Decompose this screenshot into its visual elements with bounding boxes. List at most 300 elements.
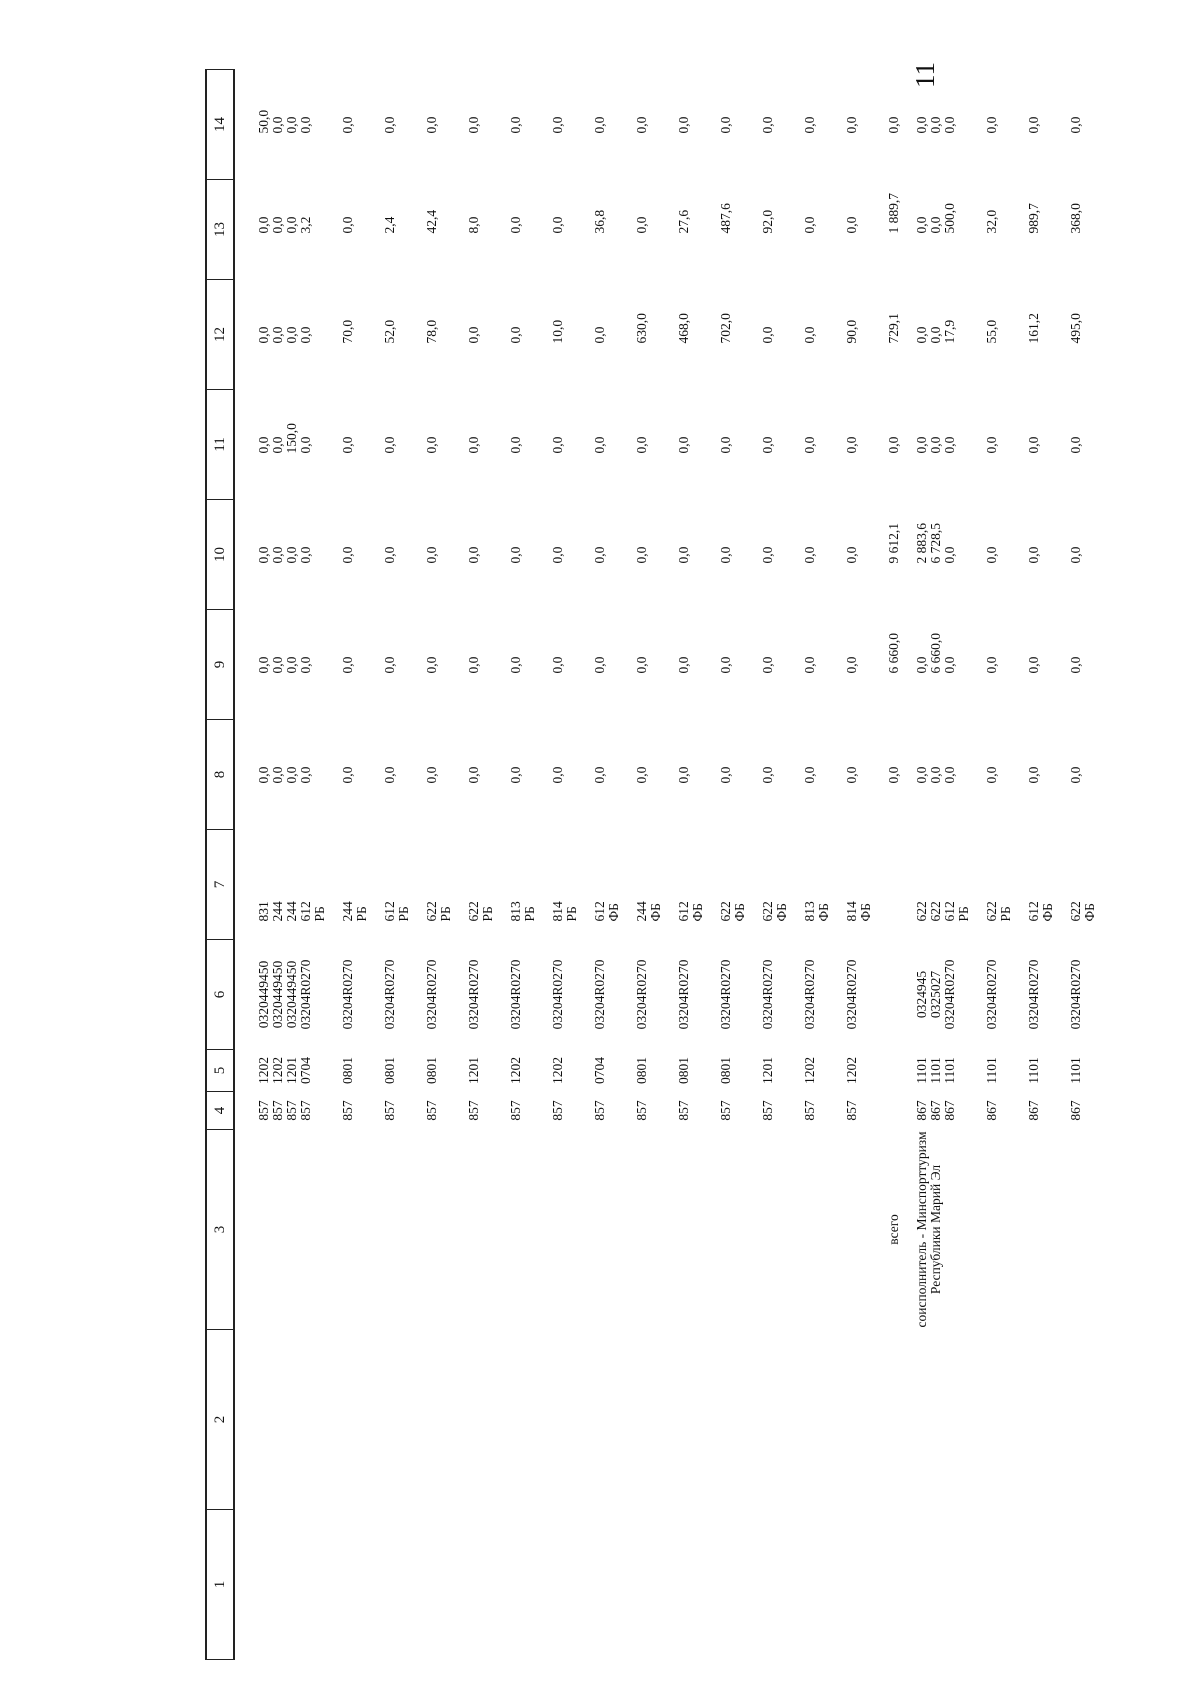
cell-col-7: 622 РБ <box>984 901 1013 922</box>
table-row <box>537 70 579 1660</box>
col-header-9: 9 <box>206 610 234 720</box>
cell-col-13: 0,0 0,0 0,0 3,2 <box>256 216 313 234</box>
cell-col-7: 612 ФБ <box>1026 901 1055 922</box>
cell-col-6: 03204R0270 <box>844 959 859 1030</box>
cell-col-4: 857 <box>466 1100 481 1121</box>
cell-col-6: 03204R0270 <box>592 959 607 1030</box>
col-header-3: 3 <box>206 1130 234 1330</box>
cell-col-8: 0,0 <box>508 766 523 784</box>
cell-col-7: 244 РБ <box>340 901 369 922</box>
cell-col-8: 0,0 <box>466 766 481 784</box>
cell-col-5: 0801 <box>424 1057 439 1084</box>
cell-col-9: 0,0 <box>592 656 607 674</box>
cell-col-11: 0,0 <box>592 436 607 454</box>
cell-col-10: 0,0 <box>424 546 439 564</box>
cell-col-6: 03204R0270 <box>466 959 481 1030</box>
cell-col-10: 0,0 <box>1068 546 1083 564</box>
rotated-table-container <box>205 70 1097 1660</box>
cell-col-12: 0,0 0,0 0,0 0,0 <box>256 326 313 344</box>
cell-col-3 <box>971 1130 1013 1330</box>
cell-col-7: 813 РБ <box>508 901 537 922</box>
cell-col-5: 1201 <box>760 1057 775 1084</box>
cell-col-9: 0,0 <box>550 656 565 674</box>
cell-col-14: 0,0 <box>340 116 355 134</box>
cell-col-1 <box>369 1510 411 1660</box>
col-header-7: 7 <box>206 830 234 940</box>
cell-col-11: 0,0 <box>508 436 523 454</box>
cell-col-6: 03204R0270 <box>424 959 439 1030</box>
cell-col-6: 03204R0270 <box>1068 959 1083 1030</box>
cell-col-14: 0,0 <box>508 116 523 134</box>
cell-col-13: 92,0 <box>760 209 775 234</box>
cell-col-12: 52,0 <box>382 319 397 344</box>
cell-col-4: 857 <box>676 1100 691 1121</box>
cell-col-5: 1101 <box>1068 1057 1083 1084</box>
cell-col-6: 03204R0270 <box>382 959 397 1030</box>
cell-col-3 <box>1055 1130 1097 1330</box>
cell-col-8: 0,0 0,0 0,0 0,0 <box>256 766 313 784</box>
cell-col-3 <box>663 1130 705 1330</box>
col-header-2: 2 <box>206 1330 234 1510</box>
table-row <box>873 70 901 1660</box>
cell-col-14: 0,0 <box>1068 116 1083 134</box>
table-row <box>705 70 747 1660</box>
cell-col-8: 0,0 <box>676 766 691 784</box>
cell-col-7: 814 РБ <box>550 901 579 922</box>
cell-col-11: 0,0 <box>886 436 901 454</box>
cell-col-2 <box>971 1330 1013 1510</box>
cell-col-11: 0,0 <box>340 436 355 454</box>
cell-col-4: 857 <box>424 1100 439 1121</box>
cell-col-8: 0,0 <box>1068 766 1083 784</box>
cell-col-2 <box>901 1330 971 1510</box>
cell-col-10: 0,0 <box>718 546 733 564</box>
cell-col-11: 0,0 <box>466 436 481 454</box>
table-row <box>327 70 369 1660</box>
cell-col-13: 42,4 <box>424 209 439 234</box>
cell-col-11: 0,0 <box>984 436 999 454</box>
table-row <box>453 70 495 1660</box>
cell-col-9: 0,0 <box>508 656 523 674</box>
cell-col-13: 32,0 <box>984 209 999 234</box>
cell-col-7: 622 ФБ <box>718 901 747 922</box>
cell-col-14: 0,0 <box>760 116 775 134</box>
cell-col-9: 0,0 <box>634 656 649 674</box>
table-row <box>369 70 411 1660</box>
cell-col-7: 622 ФБ <box>760 901 789 922</box>
col-header-4: 4 <box>206 1092 234 1130</box>
cell-col-2 <box>1055 1330 1097 1510</box>
cell-col-10: 0,0 <box>676 546 691 564</box>
table-row <box>901 70 971 1660</box>
cell-col-8: 0,0 <box>592 766 607 784</box>
cell-col-8: 0,0 0,0 0,0 <box>914 766 957 784</box>
cell-col-3 <box>579 1130 621 1330</box>
cell-col-3 <box>453 1130 495 1330</box>
cell-col-4 <box>873 1092 901 1130</box>
cell-col-9: 0,0 <box>844 656 859 674</box>
cell-col-8: 0,0 <box>802 766 817 784</box>
cell-col-2 <box>234 1330 327 1510</box>
cell-col-13: 2,4 <box>382 216 397 234</box>
col-header-5: 5 <box>206 1050 234 1092</box>
cell-col-12: 161,2 <box>1026 313 1041 344</box>
cell-col-14: 0,0 <box>718 116 733 134</box>
cell-col-6: 0320449450 0320449450 0320449450 03204R0270 <box>256 959 313 1030</box>
cell-col-4: 857 <box>634 1100 649 1121</box>
cell-col-9: 0,0 <box>1068 656 1083 674</box>
cell-col-9: 0,0 <box>1026 656 1041 674</box>
table-row <box>831 70 873 1660</box>
cell-col-6: 03204R0270 <box>1026 959 1041 1030</box>
cell-col-2 <box>621 1330 663 1510</box>
cell-col-4: 857 <box>592 1100 607 1121</box>
table-row <box>1013 70 1055 1660</box>
cell-col-12: 0,0 <box>508 326 523 344</box>
cell-col-11: 0,0 <box>424 436 439 454</box>
cell-col-5: 0801 <box>718 1057 733 1084</box>
cell-col-5: 1202 <box>550 1057 565 1084</box>
cell-col-14: 0,0 <box>592 116 607 134</box>
cell-col-7: 813 ФБ <box>802 901 831 922</box>
cell-col-7: 612 ФБ <box>676 901 705 922</box>
cell-col-2 <box>873 1330 901 1510</box>
cell-col-6 <box>873 940 901 1050</box>
cell-col-7: 622 622 612 РБ <box>914 901 971 922</box>
cell-col-7: 814 ФБ <box>844 901 873 922</box>
cell-col-4: 857 <box>340 1100 355 1121</box>
cell-col-12: 729,1 <box>886 313 901 344</box>
cell-col-2 <box>1013 1330 1055 1510</box>
cell-col-8: 0,0 <box>634 766 649 784</box>
cell-col-7: 622 РБ <box>466 901 495 922</box>
cell-col-3 <box>495 1130 537 1330</box>
cell-col-3 <box>831 1130 873 1330</box>
cell-col-1 <box>453 1510 495 1660</box>
cell-col-11: 0,0 0,0 0,0 <box>914 436 957 454</box>
cell-col-9: 0,0 <box>760 656 775 674</box>
col-header-11: 11 <box>206 390 234 500</box>
cell-col-2 <box>327 1330 369 1510</box>
cell-col-1 <box>971 1510 1013 1660</box>
table-row <box>495 70 537 1660</box>
cell-col-2 <box>831 1330 873 1510</box>
cell-col-8: 0,0 <box>844 766 859 784</box>
cell-col-7: 612 РБ <box>382 901 411 922</box>
cell-col-1 <box>747 1510 789 1660</box>
cell-col-14: 0,0 <box>466 116 481 134</box>
cell-col-12: 468,0 <box>676 313 691 344</box>
cell-col-2 <box>789 1330 831 1510</box>
cell-col-5: 1202 1202 1201 0704 <box>256 1057 313 1084</box>
cell-col-13: 1 889,7 <box>886 193 901 234</box>
cell-col-13: 0,0 0,0 500,0 <box>914 203 957 234</box>
cell-col-11: 0,0 <box>802 436 817 454</box>
cell-col-9: 0,0 <box>466 656 481 674</box>
cell-col-3 <box>747 1130 789 1330</box>
cell-col-8: 0,0 <box>424 766 439 784</box>
table-row <box>789 70 831 1660</box>
cell-col-9: 0,0 <box>340 656 355 674</box>
table-row <box>579 70 621 1660</box>
table-row <box>747 70 789 1660</box>
cell-col-9: 0,0 <box>718 656 733 674</box>
cell-col-6: 03204R0270 <box>508 959 523 1030</box>
cell-col-13: 368,0 <box>1068 203 1083 234</box>
cell-col-1 <box>705 1510 747 1660</box>
cell-col-6: 03204R0270 <box>802 959 817 1030</box>
cell-col-11: 0,0 <box>760 436 775 454</box>
cell-col-6: 03204R0270 <box>718 959 733 1030</box>
cell-col-13: 0,0 <box>802 216 817 234</box>
cell-col-12: 702,0 <box>718 313 733 344</box>
cell-col-7: 831 244 244 612 РБ <box>256 901 327 922</box>
cell-col-10: 0,0 <box>984 546 999 564</box>
cell-col-14: 0,0 <box>844 116 859 134</box>
cell-col-2 <box>537 1330 579 1510</box>
cell-col-10: 0,0 <box>508 546 523 564</box>
cell-col-11: 0,0 <box>1026 436 1041 454</box>
cell-col-1 <box>495 1510 537 1660</box>
cell-col-10: 0,0 <box>760 546 775 564</box>
cell-col-4: 857 <box>718 1100 733 1121</box>
cell-col-1 <box>621 1510 663 1660</box>
cell-col-8: 0,0 <box>886 766 901 784</box>
cell-col-14: 0,0 <box>886 116 901 134</box>
table-row <box>1055 70 1097 1660</box>
cell-col-12: 70,0 <box>340 319 355 344</box>
cell-col-14: 0,0 <box>802 116 817 134</box>
cell-col-10: 0,0 0,0 0,0 0,0 <box>256 546 313 564</box>
cell-col-5: 0704 <box>592 1057 607 1084</box>
cell-col-14: 0,0 <box>382 116 397 134</box>
cell-col-11: 0,0 <box>634 436 649 454</box>
cell-col-1 <box>873 1510 901 1660</box>
cell-col-9: 0,0 <box>382 656 397 674</box>
cell-col-14: 0,0 <box>676 116 691 134</box>
cell-col-1 <box>663 1510 705 1660</box>
col-header-13: 13 <box>206 180 234 280</box>
cell-col-12: 630,0 <box>634 313 649 344</box>
cell-col-1 <box>1055 1510 1097 1660</box>
cell-col-8: 0,0 <box>984 766 999 784</box>
cell-col-5: 1202 <box>802 1057 817 1084</box>
col-header-10: 10 <box>206 500 234 610</box>
cell-col-6: 03204R0270 <box>634 959 649 1030</box>
cell-col-14: 0,0 <box>984 116 999 134</box>
cell-col-2 <box>747 1330 789 1510</box>
cell-col-4: 857 <box>760 1100 775 1121</box>
cell-col-2 <box>705 1330 747 1510</box>
cell-col-5: 0801 <box>676 1057 691 1084</box>
cell-col-6: 03204R0270 <box>676 959 691 1030</box>
cell-col-12: 0,0 <box>592 326 607 344</box>
table-row <box>234 70 327 1660</box>
cell-col-13: 8,0 <box>466 216 481 234</box>
cell-col-13: 36,8 <box>592 209 607 234</box>
table-row <box>621 70 663 1660</box>
cell-col-10: 0,0 <box>634 546 649 564</box>
cell-col-5 <box>873 1050 901 1092</box>
cell-col-4: 867 <box>984 1100 999 1121</box>
cell-col-6: 03204R0270 <box>550 959 565 1030</box>
cell-col-14: 0,0 <box>424 116 439 134</box>
cell-col-7: 612 ФБ <box>592 901 621 922</box>
cell-col-8: 0,0 <box>718 766 733 784</box>
cell-col-14: 0,0 <box>1026 116 1041 134</box>
cell-col-1 <box>1013 1510 1055 1660</box>
cell-col-11: 0,0 <box>1068 436 1083 454</box>
cell-col-12: 0,0 0,0 17,9 <box>914 319 957 344</box>
cell-col-10: 0,0 <box>382 546 397 564</box>
cell-col-4: 857 857 857 857 <box>256 1100 313 1121</box>
cell-col-10: 0,0 <box>1026 546 1041 564</box>
cell-col-13: 27,6 <box>676 209 691 234</box>
cell-col-9: 0,0 <box>424 656 439 674</box>
col-header-6: 6 <box>206 940 234 1050</box>
cell-col-5: 1202 <box>508 1057 523 1084</box>
cell-col-3 <box>705 1130 747 1330</box>
cell-col-13: 0,0 <box>844 216 859 234</box>
cell-col-6: 03204R0270 <box>760 959 775 1030</box>
cell-col-13: 0,0 <box>508 216 523 234</box>
cell-col-14: 0,0 <box>550 116 565 134</box>
cell-col-3 <box>789 1130 831 1330</box>
cell-col-5: 0801 <box>340 1057 355 1084</box>
cell-col-10: 0,0 <box>844 546 859 564</box>
cell-col-9: 0,0 0,0 0,0 0,0 <box>256 656 313 674</box>
cell-col-3 <box>411 1130 453 1330</box>
cell-col-10: 0,0 <box>592 546 607 564</box>
col-header-1: 1 <box>206 1510 234 1660</box>
cell-col-10: 0,0 <box>550 546 565 564</box>
cell-col-12: 0,0 <box>802 326 817 344</box>
cell-col-9: 0,0 <box>802 656 817 674</box>
cell-col-3 <box>537 1130 579 1330</box>
page-number: 11 <box>910 62 940 88</box>
cell-col-4: 867 867 867 <box>914 1100 957 1121</box>
cell-col-1 <box>411 1510 453 1660</box>
cell-col-12: 90,0 <box>844 319 859 344</box>
table-body <box>234 70 1097 1660</box>
cell-col-4: 867 <box>1026 1100 1041 1121</box>
cell-col-3 <box>621 1130 663 1330</box>
cell-col-8: 0,0 <box>1026 766 1041 784</box>
cell-col-13: 989,7 <box>1026 203 1041 234</box>
cell-col-2 <box>453 1330 495 1510</box>
cell-col-3 <box>234 1130 327 1330</box>
cell-col-8: 0,0 <box>382 766 397 784</box>
cell-col-11: 0,0 <box>382 436 397 454</box>
cell-col-7 <box>873 830 901 940</box>
cell-col-1 <box>831 1510 873 1660</box>
table-row <box>971 70 1013 1660</box>
cell-col-10: 0,0 <box>466 546 481 564</box>
cell-col-3 <box>327 1130 369 1330</box>
cell-col-11: 0,0 <box>676 436 691 454</box>
cell-col-14: 0,0 <box>634 116 649 134</box>
col-header-8: 8 <box>206 720 234 830</box>
cell-col-12: 78,0 <box>424 319 439 344</box>
cell-col-8: 0,0 <box>340 766 355 784</box>
cell-col-13: 487,6 <box>718 203 733 234</box>
cell-col-12: 495,0 <box>1068 313 1083 344</box>
cell-col-4: 857 <box>508 1100 523 1121</box>
cell-col-10: 0,0 <box>802 546 817 564</box>
cell-col-9: 6 660,0 <box>886 633 901 674</box>
cell-col-12: 0,0 <box>760 326 775 344</box>
cell-col-4: 857 <box>802 1100 817 1121</box>
cell-col-11: 0,0 0,0 150,0 0,0 <box>256 423 313 454</box>
cell-col-6: 0324945 0325027 03204R0270 <box>914 959 957 1030</box>
cell-col-3 <box>369 1130 411 1330</box>
cell-col-2 <box>579 1330 621 1510</box>
cell-col-1 <box>579 1510 621 1660</box>
cell-col-12: 55,0 <box>984 319 999 344</box>
cell-col-10: 2 883,6 6 728,5 0,0 <box>914 523 957 564</box>
cell-col-9: 0,0 6 660,0 0,0 <box>914 633 957 674</box>
cell-col-10: 9 612,1 <box>886 523 901 564</box>
cell-col-5: 1201 <box>466 1057 481 1084</box>
cell-col-8: 0,0 <box>550 766 565 784</box>
cell-col-1 <box>327 1510 369 1660</box>
cell-col-5: 0801 <box>634 1057 649 1084</box>
cell-col-1 <box>901 1510 971 1660</box>
cell-col-7: 244 ФБ <box>634 901 663 922</box>
header-row <box>206 70 234 1660</box>
cell-col-9: 0,0 <box>984 656 999 674</box>
cell-col-2 <box>369 1330 411 1510</box>
cell-col-2 <box>495 1330 537 1510</box>
table-row <box>663 70 705 1660</box>
cell-col-3: всего <box>886 1214 901 1245</box>
cell-col-1 <box>234 1510 327 1660</box>
cell-col-14: 0,0 0,0 0,0 <box>914 116 957 134</box>
cell-col-10: 0,0 <box>340 546 355 564</box>
cell-col-13: 0,0 <box>340 216 355 234</box>
cell-col-8: 0,0 <box>760 766 775 784</box>
cell-col-5: 1101 <box>984 1057 999 1084</box>
cell-col-12: 10,0 <box>550 319 565 344</box>
cell-col-7: 622 РБ <box>424 901 453 922</box>
cell-col-5: 1202 <box>844 1057 859 1084</box>
cell-col-4: 867 <box>1068 1100 1083 1121</box>
cell-col-5: 1101 <box>1026 1057 1041 1084</box>
cell-col-12: 0,0 <box>466 326 481 344</box>
col-header-14: 14 <box>206 70 234 180</box>
cell-col-13: 0,0 <box>634 216 649 234</box>
cell-col-7: 622 ФБ <box>1068 901 1097 922</box>
cell-col-1 <box>537 1510 579 1660</box>
cell-col-2 <box>411 1330 453 1510</box>
cell-col-6: 03204R0270 <box>984 959 999 1030</box>
cell-col-3 <box>1013 1130 1055 1330</box>
cell-col-5: 0801 <box>382 1057 397 1084</box>
cell-col-14: 50,0 0,0 0,0 0,0 <box>256 109 313 134</box>
table-row <box>411 70 453 1660</box>
col-header-12: 12 <box>206 280 234 390</box>
budget-table <box>205 69 1097 1660</box>
cell-col-4: 857 <box>550 1100 565 1121</box>
cell-col-2 <box>663 1330 705 1510</box>
cell-col-11: 0,0 <box>550 436 565 454</box>
cell-col-4: 857 <box>844 1100 859 1121</box>
cell-col-5: 1101 1101 1101 <box>914 1057 957 1084</box>
cell-col-9: 0,0 <box>676 656 691 674</box>
cell-col-4: 857 <box>382 1100 397 1121</box>
cell-col-1 <box>789 1510 831 1660</box>
cell-col-6: 03204R0270 <box>340 959 355 1030</box>
